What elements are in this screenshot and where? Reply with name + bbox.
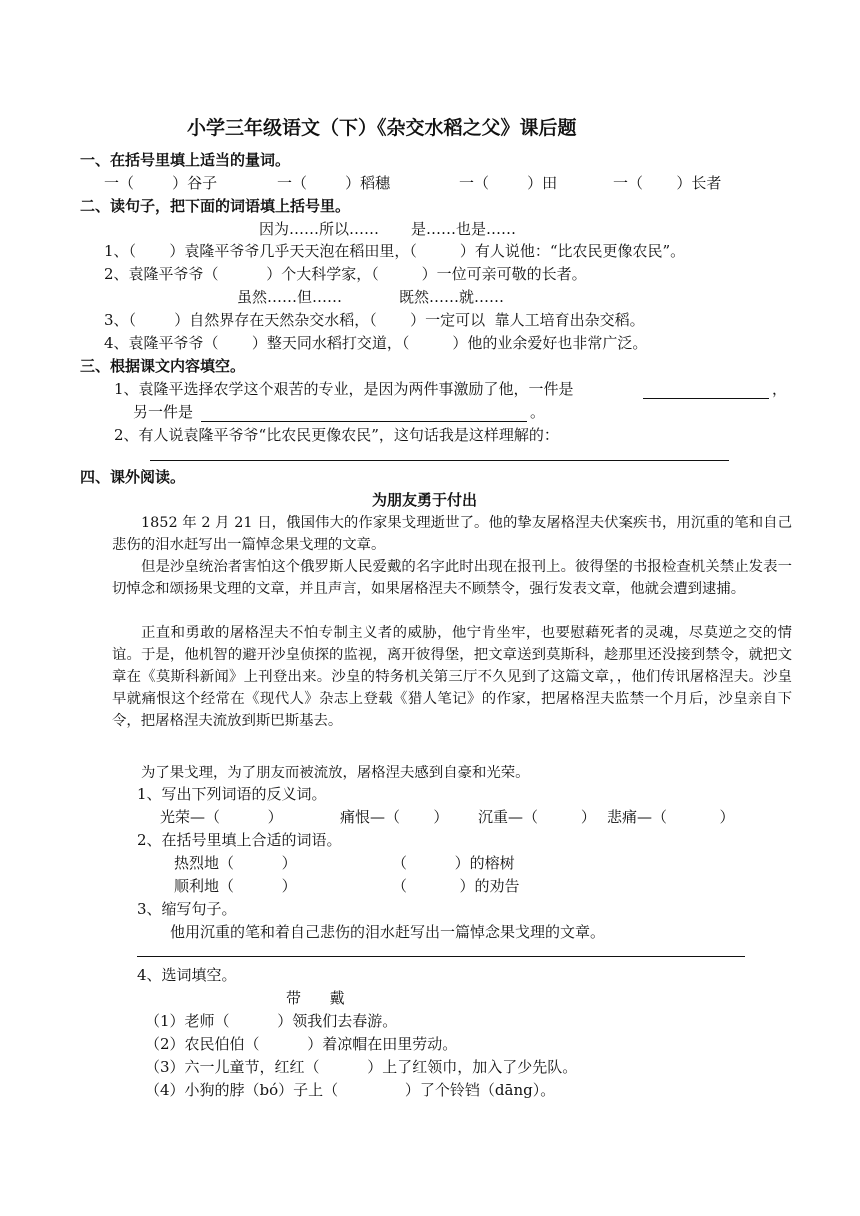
choice-item: （4）小狗的脖（bó）子上（ ）了个铃铛（dāng）。 <box>145 1081 556 1099</box>
fill-sentence: 1、（ ）袁隆平爷爷几乎天天泡在稻田里，（ ）有人说他：“比农民更像农民”。 <box>104 242 686 260</box>
fill-sentence: 另一件是 <box>133 403 194 421</box>
sentence-to-shorten: 他用沉重的笔和着自己悲伤的泪水赶写出一篇悼念果戈理的文章。 <box>170 923 606 941</box>
section-3-heading: 三、根据课文内容填空。 <box>80 357 246 375</box>
word-pair: 既然……就…… <box>399 288 505 306</box>
fill-sentence: 2、袁隆平爷爷（ ）个大科学家，（ ）一位可亲可敬的长者。 <box>104 265 587 283</box>
word-choices: 带 戴 <box>286 989 345 1007</box>
answer-line[interactable] <box>137 956 745 957</box>
fill-sentence: 4、袁隆平爷爷（ ）整天同水稻打交道，（ ）他的业余爱好也非常广泛。 <box>104 334 648 352</box>
measure-word-item: 一（ ）长者 <box>613 174 722 192</box>
section-2-heading: 二、读句子，把下面的词语填上括号里。 <box>80 197 351 215</box>
choice-item: （3）六一儿童节，红红（ ）上了红领巾，加入了少先队。 <box>145 1058 578 1076</box>
word-pair: 是……也是…… <box>411 220 517 238</box>
measure-word-item: 一（ ）谷子 <box>104 174 218 192</box>
question-2: 2、在括号里填上合适的词语。 <box>137 831 342 849</box>
measure-word-item: 一（ ）稻穗 <box>277 174 391 192</box>
word-pair: 虽然……但…… <box>237 288 343 306</box>
fill-sentence: 2、有人说袁隆平爷爷“比农民更像农民”，这句话我是这样理解的： <box>114 426 559 444</box>
word-pair: 因为……所以…… <box>259 220 380 238</box>
page-title: 小学三年级语文（下）《杂交水稻之父》课后题 <box>187 117 577 139</box>
fill-word-item: 热烈地（ ） <box>174 854 297 872</box>
question-1: 1、写出下列词语的反义词。 <box>137 785 327 803</box>
fill-word-item: （ ）的劝告 <box>392 877 520 895</box>
fill-sentence: 1、袁隆平选择农学这个艰苦的专业，是因为两件事激励了他，一件是 <box>114 380 574 398</box>
section-1-heading: 一、在括号里填上适当的量词。 <box>80 151 291 169</box>
fill-word-item: （ ）的榕树 <box>392 854 515 872</box>
choice-item: （2）农民伯伯（ ）着凉帽在田里劳动。 <box>145 1035 458 1053</box>
measure-word-item: 一（ ）田 <box>459 174 558 192</box>
choice-item: （1）老师（ ）领我们去春游。 <box>145 1012 398 1030</box>
reading-paragraph: 正直和勇敢的屠格涅夫不怕专制主义者的威胁，他宁肯坐牢，也要慰藉死者的灵魂，尽莫逆之交的情谊。于是，他机智的避开沙皇侦探的监视，离开彼得堡，把文章送到莫斯科，趁那里还没接到禁令，就把文章在《莫斯科新闻》上刊登出来。沙皇的特务机关第三厅不久见到了这篇文章，，他们传讯屠格涅夫。沙皇早就痛恨这个经常在《现代人》杂志上登载《猎人笔记》的作家，把屠格涅夫监禁一个月后，沙皇亲自下令，把屠格涅夫流放到斯巴斯基去。 <box>112 625 792 729</box>
question-4: 4、选词填空。 <box>137 966 237 984</box>
reading-title: 为朋友勇于付出 <box>372 491 478 509</box>
answer-line[interactable] <box>201 421 527 422</box>
fill-word-item: 顺利地（ ） <box>174 877 297 895</box>
punctuation: 。 <box>530 403 546 421</box>
antonym-item: 悲痛—（ ） <box>607 808 735 826</box>
antonym-item: 光荣—（ ） <box>160 808 283 826</box>
reading-paragraph: 为了果戈理，为了朋友而被流放，屠格涅夫感到自豪和光荣。 <box>141 765 530 781</box>
antonym-item: 沉重—（ ） <box>478 808 596 826</box>
answer-line[interactable] <box>150 460 729 461</box>
reading-paragraph: 但是沙皇统治者害怕这个俄罗斯人民爱戴的名字此时出现在报刊上。彼得堡的书报检查机关禁止发表一切悼念和颂扬果戈理的文章，并且声言，如果屠格涅夫不顾禁令，强行发表文章，他就会遭到逮捕。 <box>112 559 792 597</box>
question-3: 3、缩写句子。 <box>137 900 237 918</box>
punctuation: ， <box>772 380 788 398</box>
section-4-heading: 四、课外阅读。 <box>80 468 186 486</box>
reading-paragraph: 1852 年 2 月 21 日，俄国伟大的作家果戈理逝世了。他的挚友屠格涅夫伏案疾书，用沉重的笔和自己悲伤的泪水赶写出一篇悼念果戈理的文章。 <box>112 515 792 553</box>
antonym-item: 痛恨—（ ） <box>340 808 449 826</box>
answer-line[interactable] <box>643 398 769 399</box>
fill-sentence: 3、（ ）自然界存在天然杂交水稻，（ ）一定可以 靠人工培育出杂交稻。 <box>104 311 645 329</box>
